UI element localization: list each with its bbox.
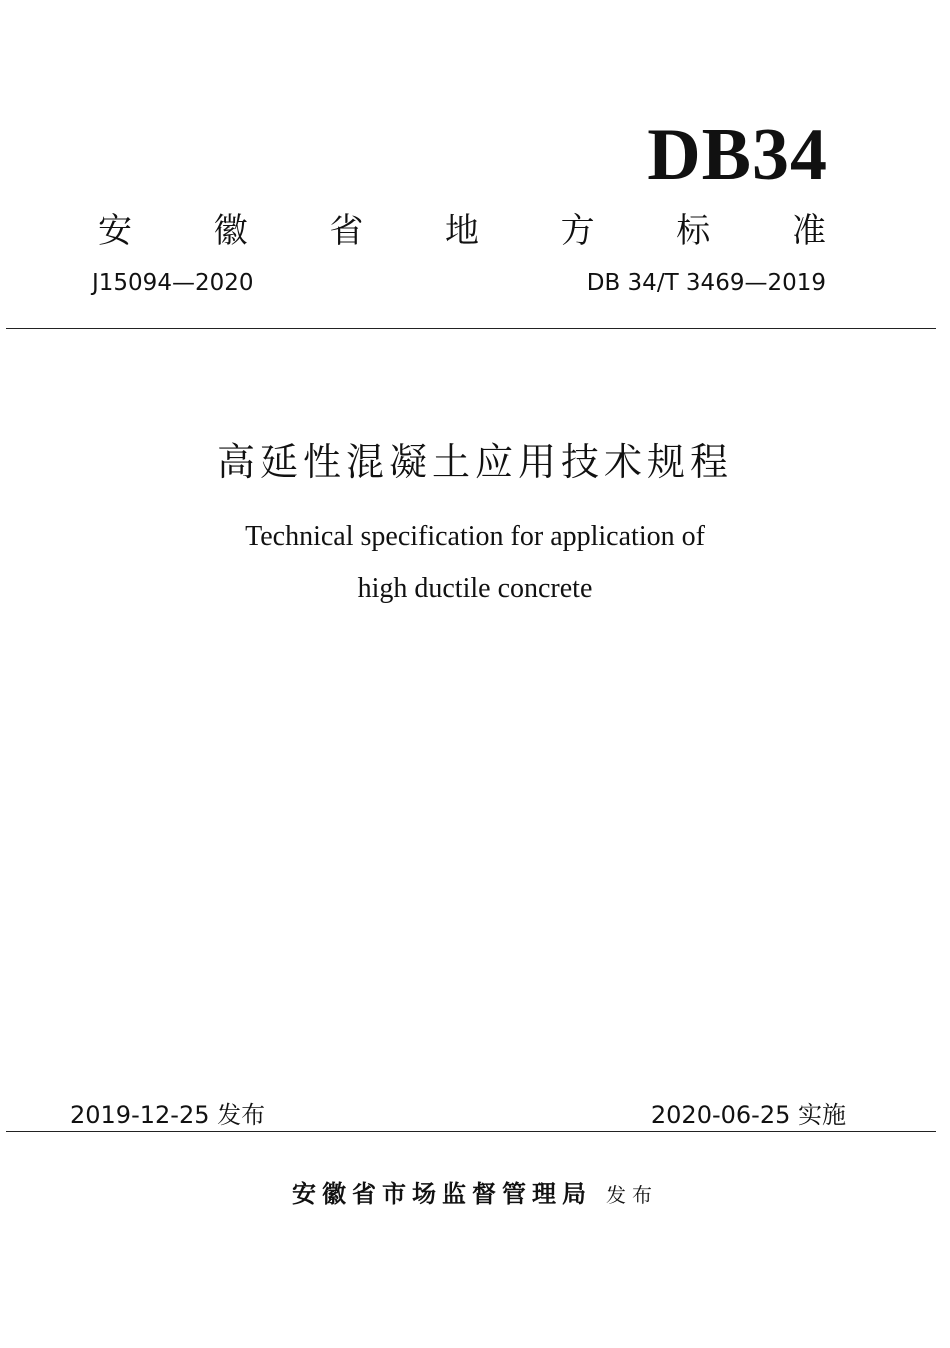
title-chinese: 高延性混凝土应用技术规程 xyxy=(216,440,733,484)
standard-code: DB34 xyxy=(647,114,828,196)
standard-level-char: 徽 xyxy=(213,211,248,251)
title-english-line-1: Technical specification for application of xyxy=(245,521,705,552)
issue-date: 2019-12-25 发布 xyxy=(70,1101,266,1129)
publisher-suffix: 发布 xyxy=(606,1183,658,1207)
standard-level-char: 省 xyxy=(329,211,364,251)
standard-level-char: 准 xyxy=(791,211,826,251)
standard-level-char: 安 xyxy=(98,211,132,251)
standard-level-char: 方 xyxy=(560,211,595,251)
standard-level-char: 地 xyxy=(444,211,479,251)
standard-number: DB 34/T 3469—2019 xyxy=(586,270,826,296)
record-number: J15094—2020 xyxy=(92,270,254,296)
standard-level-char: 标 xyxy=(676,211,711,251)
footer-divider xyxy=(6,1131,936,1132)
publisher-org: 安徽省市场监督管理局 xyxy=(292,1180,592,1208)
title-english-line-2: high ductile concrete xyxy=(357,573,593,604)
publisher xyxy=(0,1176,950,1215)
standard-level xyxy=(98,206,826,256)
header-divider xyxy=(6,328,936,329)
implementation-date: 2020-06-25 实施 xyxy=(650,1101,846,1129)
